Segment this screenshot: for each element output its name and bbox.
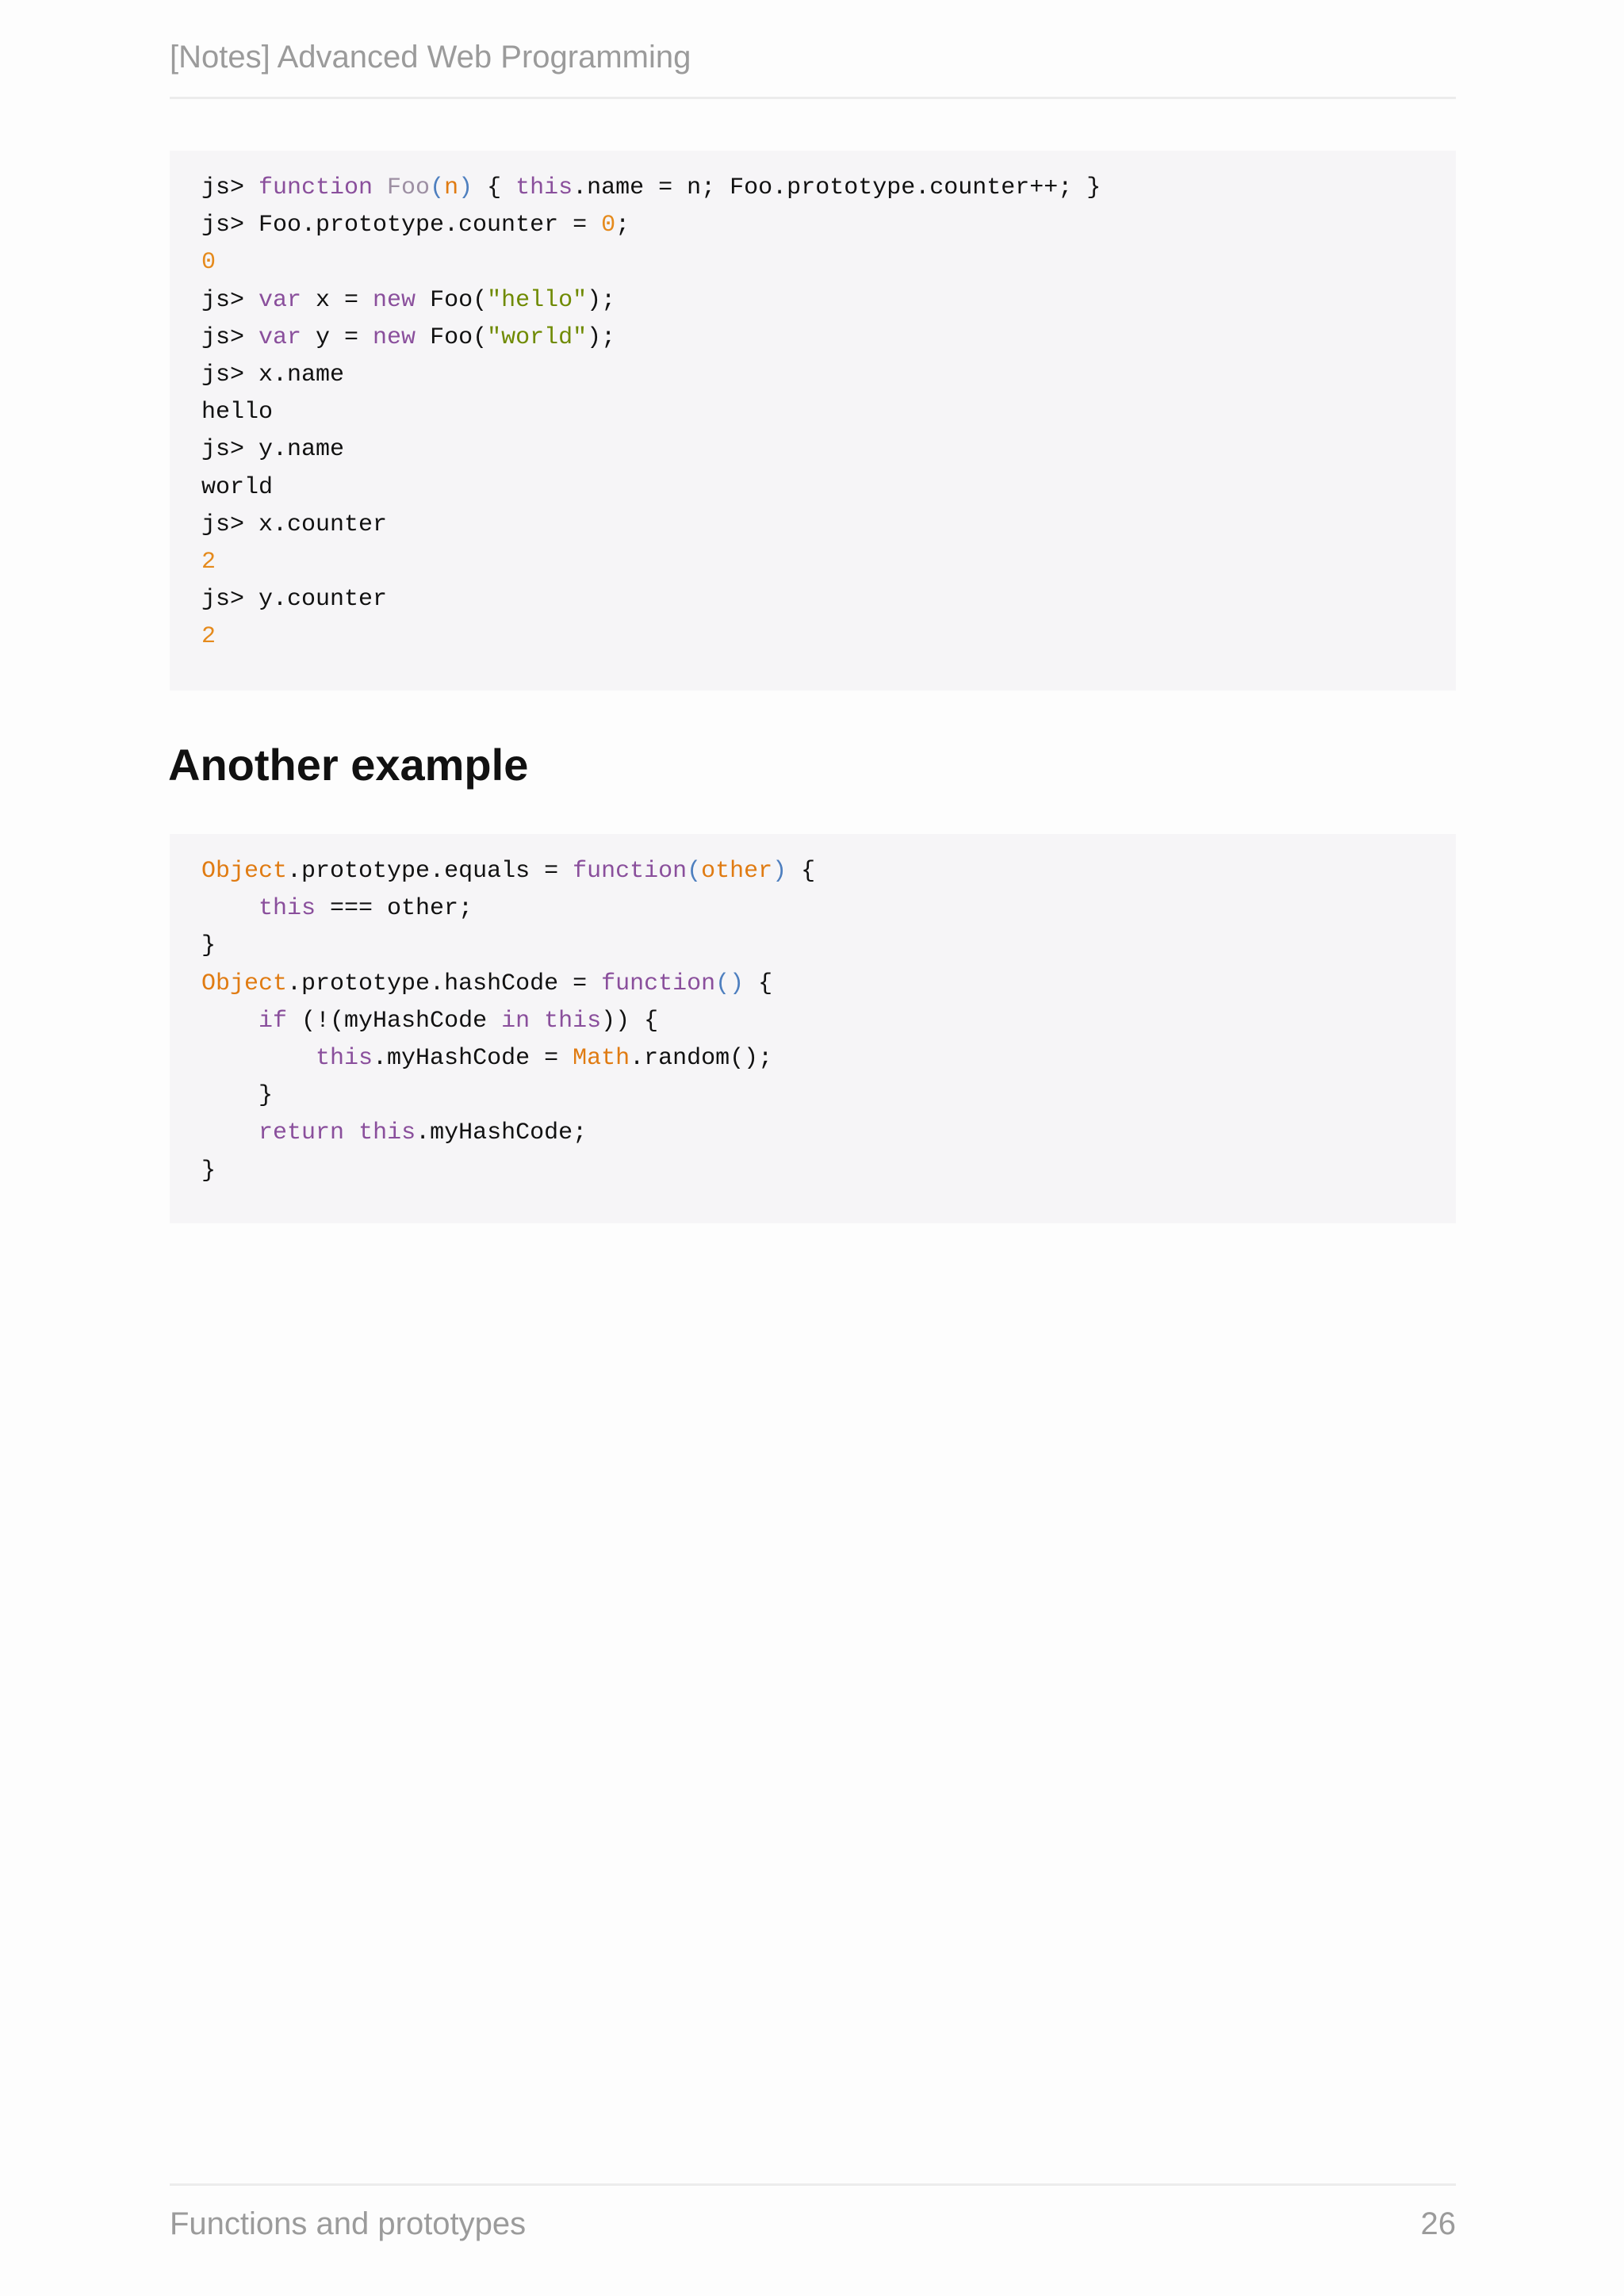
code-token: js> <box>201 323 259 351</box>
code-token: if <box>259 1007 288 1035</box>
code-token: .myHashCode; <box>416 1119 588 1147</box>
code-token: this <box>316 1044 373 1072</box>
code-token: var <box>259 323 302 351</box>
code-token: function <box>573 858 688 885</box>
code-token: .prototype.hashCode = <box>287 970 602 997</box>
code-token: Foo( <box>416 286 488 314</box>
code-line <box>201 853 1424 890</box>
code-token: this <box>544 1007 602 1035</box>
code-line <box>201 581 1424 618</box>
code-line <box>201 507 1424 544</box>
code-line <box>201 394 1424 431</box>
code-token: Object <box>201 970 288 997</box>
code-token: (!(myHashCode <box>287 1007 502 1035</box>
code-token: this <box>515 174 573 201</box>
code-token: this <box>358 1119 416 1147</box>
code-token: "hello" <box>487 286 588 314</box>
code-token: js> x.name <box>201 361 345 388</box>
code-token <box>344 1119 358 1146</box>
code-token: () <box>715 970 745 997</box>
code-token <box>530 1008 544 1035</box>
code-line <box>201 544 1424 581</box>
code-token: js> y.name <box>201 436 345 464</box>
code-token: hello <box>201 399 274 427</box>
code-line <box>201 320 1424 357</box>
code-line <box>201 469 1424 507</box>
code-token: this <box>259 895 316 923</box>
code-token: x = <box>301 286 373 314</box>
code-token: { <box>744 970 773 997</box>
page-number: 26 <box>1420 2206 1456 2241</box>
code-token: other <box>701 858 773 885</box>
code-token: js> <box>201 286 259 314</box>
code-line <box>201 1003 1424 1040</box>
code-token: ( <box>687 858 702 885</box>
code-line <box>201 431 1424 469</box>
code-token: js> <box>201 174 259 201</box>
code-token: function <box>259 174 388 201</box>
code-block-console-session <box>170 151 1456 691</box>
code-token: 0 <box>601 212 616 239</box>
code-token: ); <box>587 323 616 351</box>
code-token: y = <box>301 323 373 351</box>
code-line <box>201 170 1424 207</box>
code-line <box>201 966 1424 1003</box>
code-token <box>201 1119 259 1146</box>
code-token: === other; <box>316 895 473 923</box>
page-header <box>170 35 1456 99</box>
code-token: var <box>259 286 302 314</box>
code-token: 2 <box>201 548 216 576</box>
document-title: [Notes] Advanced Web Programming <box>170 40 691 75</box>
code-line <box>201 1115 1424 1152</box>
page-footer <box>170 2183 1456 2249</box>
code-token: world <box>201 473 274 501</box>
code-token: { <box>787 858 816 885</box>
code-token: { <box>473 174 516 201</box>
code-line <box>201 928 1424 965</box>
code-token: ) <box>458 174 473 201</box>
code-token: 0 <box>201 249 216 277</box>
code-token: Foo <box>387 174 431 201</box>
code-line <box>201 1077 1424 1115</box>
code-line <box>201 357 1424 394</box>
code-line <box>201 207 1424 244</box>
code-token: Foo( <box>416 323 488 351</box>
code-token: ) <box>772 858 787 885</box>
code-token: js> Foo.prototype.counter = <box>201 212 602 239</box>
code-line <box>201 1040 1424 1077</box>
code-token: Object <box>201 858 288 885</box>
code-line <box>201 1153 1424 1190</box>
section-heading: Another example <box>168 740 529 790</box>
code-line <box>201 244 1424 281</box>
code-token <box>201 1008 259 1035</box>
code-token: return <box>259 1119 345 1147</box>
code-token: in <box>501 1007 530 1035</box>
code-token: .myHashCode = <box>373 1044 573 1072</box>
code-token: } <box>201 932 216 960</box>
code-token: js> x.counter <box>201 511 388 538</box>
code-token: .prototype.equals = <box>287 858 573 885</box>
footer-chapter-title: Functions and prototypes <box>170 2206 527 2241</box>
code-token: js> y.counter <box>201 586 388 614</box>
code-token: new <box>373 286 416 314</box>
code-token <box>201 895 259 922</box>
code-token <box>201 1045 316 1072</box>
code-line <box>201 282 1424 320</box>
code-block-example <box>170 834 1456 1223</box>
code-token: } <box>201 1157 216 1184</box>
code-token: 2 <box>201 623 216 651</box>
code-token: .random(); <box>630 1044 773 1072</box>
code-token: ); <box>587 286 616 314</box>
code-token: ; <box>615 212 630 239</box>
code-token: "world" <box>487 323 588 351</box>
code-token: n <box>444 174 459 201</box>
code-line <box>201 618 1424 656</box>
code-token: new <box>373 323 416 351</box>
code-token: Math <box>573 1044 630 1072</box>
code-token: function <box>601 970 716 997</box>
code-token: .name = n; Foo.prototype.counter++; } <box>573 174 1101 201</box>
code-line <box>201 890 1424 928</box>
code-token: } <box>201 1082 274 1110</box>
code-token: ( <box>430 174 445 201</box>
code-token: )) { <box>601 1007 659 1035</box>
